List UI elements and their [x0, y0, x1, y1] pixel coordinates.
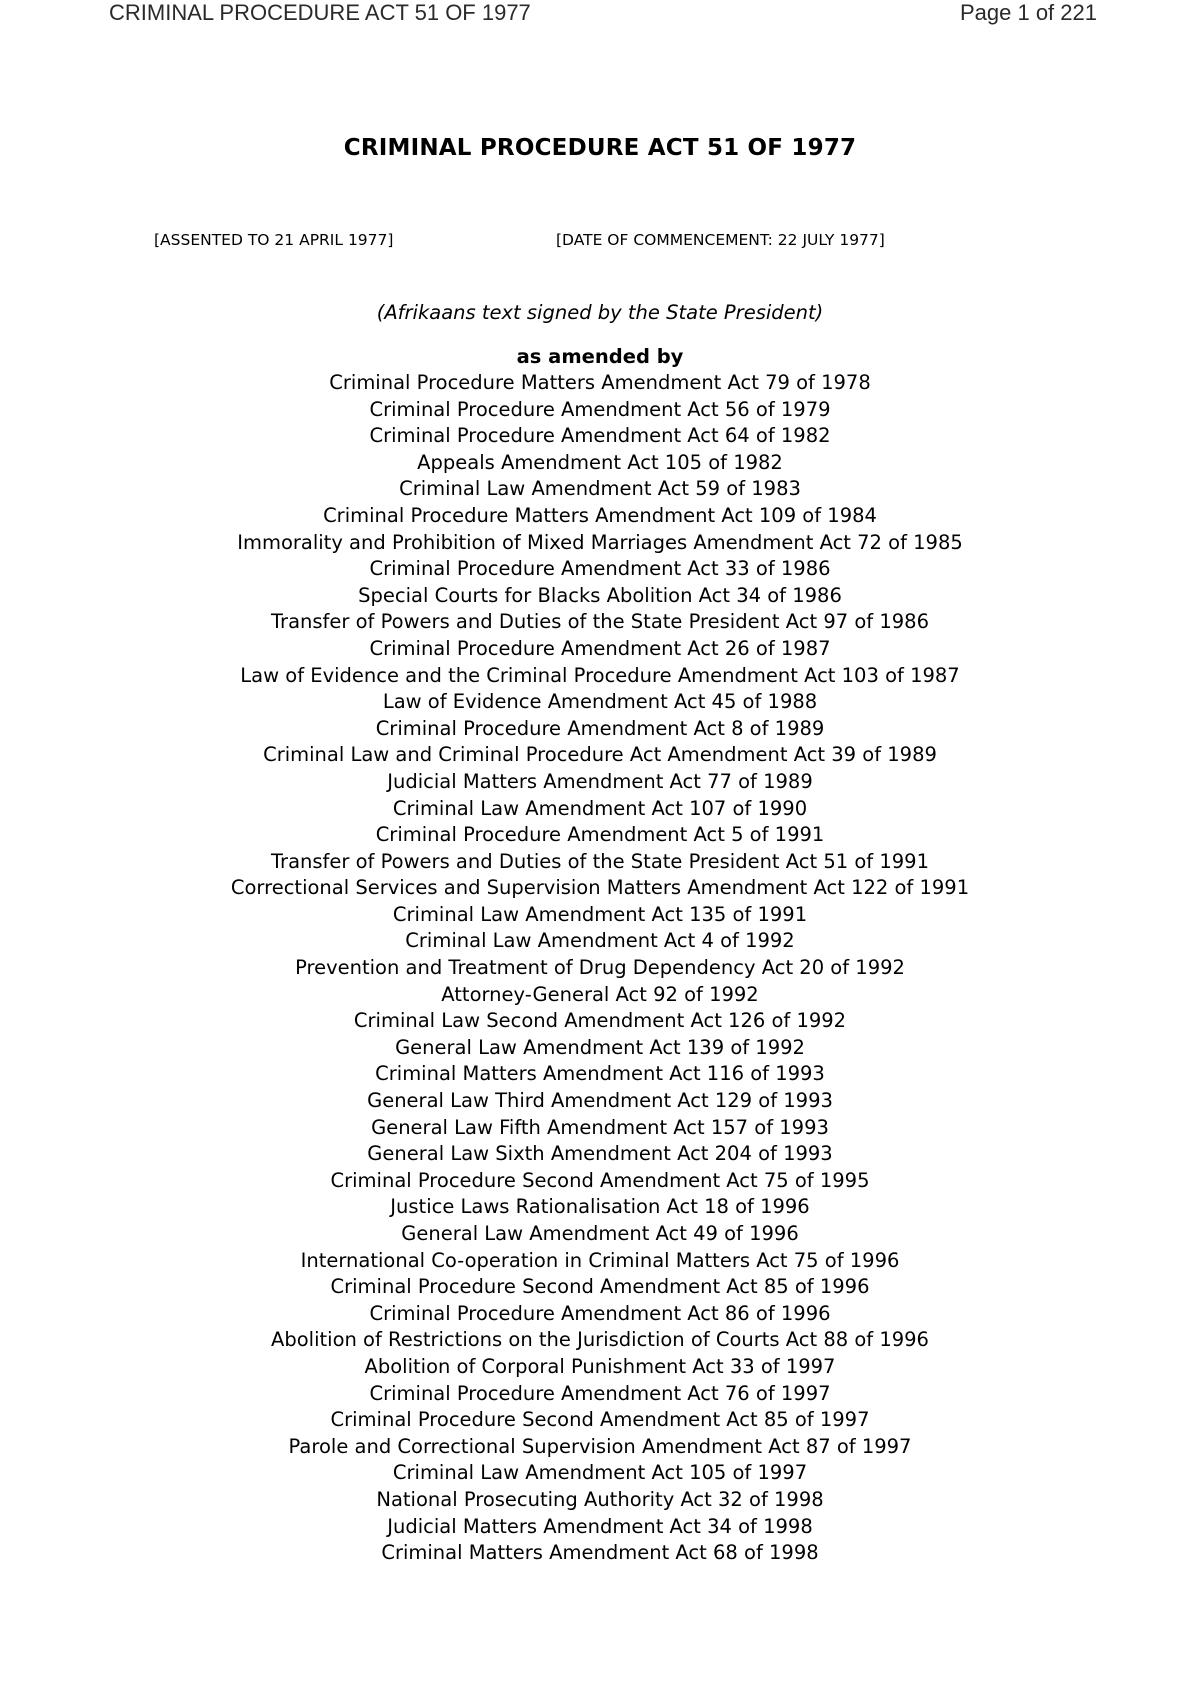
amendment-item: General Law Fifth Amendment Act 157 of 1993	[371, 1115, 829, 1139]
amendment-item: Transfer of Powers and Duties of the State President Act 51 of 1991	[271, 849, 929, 873]
amendment-item: Correctional Services and Supervision Matters Amendment Act 122 of 1991	[230, 876, 970, 900]
amendment-item: Criminal Procedure Second Amendment Act 85 of 1997	[330, 1408, 870, 1432]
assented-date: [ASSENTED TO 21 APRIL 1977]	[154, 231, 394, 249]
amendment-item: Criminal Law Second Amendment Act 126 of 1992	[353, 1009, 847, 1033]
amendment-item: Justice Laws Rationalisation Act 18 of 1996	[390, 1195, 810, 1219]
amendment-item: Criminal Procedure Second Amendment Act 75 of 1995	[330, 1168, 870, 1192]
amendment-item: Law of Evidence and the Criminal Procedure Amendment Act 103 of 1987	[240, 663, 960, 687]
amendment-item: General Law Sixth Amendment Act 204 of 1993	[367, 1142, 833, 1166]
amendment-item: Transfer of Powers and Duties of the State President Act 97 of 1986	[271, 610, 929, 634]
amendment-item: General Law Amendment Act 49 of 1996	[401, 1222, 799, 1245]
amendment-item: Abolition of Restrictions on the Jurisdiction of Courts Act 88 of 1996	[271, 1328, 929, 1352]
amended-by-heading: as amended by	[516, 345, 684, 368]
amendment-item: Criminal Law Amendment Act 135 of 1991	[392, 902, 808, 926]
header-document-title: CRIMINAL PROCEDURE ACT 51 OF 1977	[109, 0, 531, 25]
amendment-item: Criminal Procedure Matters Amendment Act 79 of 1978	[329, 371, 871, 394]
amendment-item: Criminal Procedure Amendment Act 76 of 1997	[369, 1381, 831, 1405]
amendment-item: Criminal Law Amendment Act 4 of 1992	[405, 929, 795, 953]
amendment-item: Criminal Procedure Amendment Act 33 of 1986	[369, 557, 831, 581]
amendment-item: Parole and Correctional Supervision Amendment Act 87 of 1997	[288, 1434, 912, 1458]
amendment-item: General Law Amendment Act 139 of 1992	[395, 1035, 805, 1059]
amendment-item: Attorney-General Act 92 of 1992	[441, 982, 759, 1006]
amendment-item: Criminal Procedure Amendment Act 64 of 1982	[369, 424, 831, 448]
amendment-item: Criminal Procedure Amendment Act 56 of 1979	[369, 397, 831, 421]
amendment-item: Criminal Law Amendment Act 59 of 1983	[399, 477, 801, 501]
amendment-item: Criminal Law and Criminal Procedure Act Amendment Act 39 of 1989	[263, 743, 937, 767]
amendment-item: International Co-operation in Criminal Matters Act 75 of 1996	[300, 1248, 900, 1272]
amendment-item: Criminal Procedure Amendment Act 5 of 1991	[375, 823, 825, 847]
amendment-item: Immorality and Prohibition of Mixed Marriages Amendment Act 72 of 1985	[237, 530, 963, 554]
amendments-list	[0, 370, 1200, 1567]
header-page-number: Page 1 of 221	[959, 0, 1097, 25]
amendment-item: Criminal Procedure Matters Amendment Act 109 of 1984	[323, 503, 877, 527]
commencement-date: [DATE OF COMMENCEMENT: 22 JULY 1977]	[556, 231, 885, 249]
amendment-item: Criminal Matters Amendment Act 68 of 1998	[381, 1541, 819, 1565]
amendment-item: Criminal Law Amendment Act 105 of 1997	[392, 1461, 808, 1485]
amendment-item: Appeals Amendment Act 105 of 1982	[417, 450, 783, 474]
amendment-item: Criminal Procedure Amendment Act 8 of 1989	[375, 716, 825, 740]
amendment-item: Prevention and Treatment of Drug Dependency Act 20 of 1992	[295, 956, 905, 980]
amendment-item: Special Courts for Blacks Abolition Act 34 of 1986	[358, 583, 842, 607]
afrikaans-note: (Afrikaans text signed by the State President)	[376, 301, 824, 324]
amendment-item: National Prosecuting Authority Act 32 of 1998	[376, 1487, 824, 1511]
amendment-item: Law of Evidence Amendment Act 45 of 1988	[382, 690, 818, 714]
document-title: CRIMINAL PROCEDURE ACT 51 OF 1977	[343, 135, 857, 161]
amendment-item: Criminal Procedure Amendment Act 86 of 1996	[369, 1301, 831, 1325]
amendment-item: Criminal Procedure Amendment Act 26 of 1987	[369, 636, 831, 660]
amendment-item: Criminal Procedure Second Amendment Act 85 of 1996	[330, 1275, 870, 1299]
amendment-item: Criminal Matters Amendment Act 116 of 1993	[375, 1062, 825, 1086]
amendment-item: Abolition of Corporal Punishment Act 33 of 1997	[364, 1354, 836, 1378]
amendment-item: General Law Third Amendment Act 129 of 1993	[367, 1089, 833, 1113]
running-header	[109, 0, 1097, 28]
amendment-item: Judicial Matters Amendment Act 77 of 1989	[387, 769, 813, 793]
amendment-item: Criminal Law Amendment Act 107 of 1990	[392, 796, 808, 820]
amendment-item: Judicial Matters Amendment Act 34 of 1998	[387, 1514, 813, 1538]
